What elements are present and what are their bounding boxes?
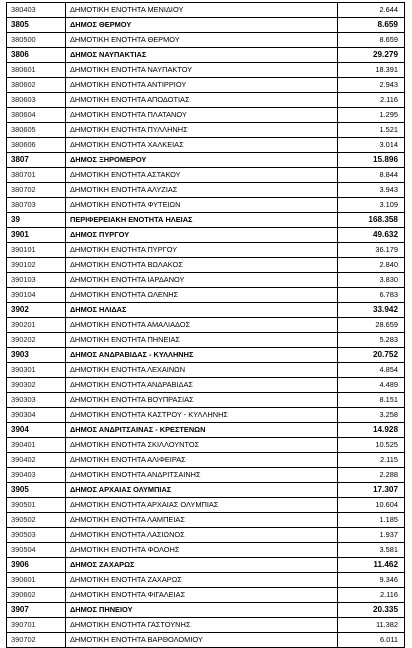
table-row [7, 168, 405, 183]
name-cell: ΔΗΜΟΤΙΚΗ ΕΝΟΤΗΤΑ ΠΥΛΛΗΝΗΣ [66, 123, 338, 138]
value-cell: 8.659 [338, 18, 405, 33]
value-cell: 6.011 [338, 633, 405, 648]
code-cell: 390103 [7, 273, 66, 288]
value-cell: 4.854 [338, 363, 405, 378]
value-cell: 3.830 [338, 273, 405, 288]
code-cell: 3906 [7, 558, 66, 573]
value-cell: 1.295 [338, 108, 405, 123]
table-row [7, 453, 405, 468]
table-row [7, 78, 405, 93]
code-cell: 390101 [7, 243, 66, 258]
name-cell: ΔΗΜΟΤΙΚΗ ΕΝΟΤΗΤΑ ΛΕΧΑΙΝΩΝ [66, 363, 338, 378]
name-cell: ΔΗΜΟΤΙΚΗ ΕΝΟΤΗΤΑ ΦΙΓΑΛΕΙΑΣ [66, 588, 338, 603]
name-cell: ΔΗΜΟΤΙΚΗ ΕΝΟΤΗΤΑ ΑΛΙΦΕΙΡΑΣ [66, 453, 338, 468]
value-cell: 29.279 [338, 48, 405, 63]
code-cell: 380605 [7, 123, 66, 138]
code-cell: 3901 [7, 228, 66, 243]
table-body [7, 3, 405, 648]
code-cell: 390201 [7, 318, 66, 333]
value-cell: 9.346 [338, 573, 405, 588]
name-cell: ΠΕΡΙΦΕΡΕΙΑΚΗ ΕΝΟΤΗΤΑ ΗΛΕΙΑΣ [66, 213, 338, 228]
value-cell: 3.109 [338, 198, 405, 213]
value-cell: 8.659 [338, 33, 405, 48]
value-cell: 17.307 [338, 483, 405, 498]
value-cell: 11.382 [338, 618, 405, 633]
table-row [7, 633, 405, 648]
code-cell: 380606 [7, 138, 66, 153]
table-row [7, 33, 405, 48]
table-row [7, 543, 405, 558]
name-cell: ΔΗΜΟΤΙΚΗ ΕΝΟΤΗΤΑ ΝΑΥΠΑΚΤΟΥ [66, 63, 338, 78]
value-cell: 49.632 [338, 228, 405, 243]
name-cell: ΔΗΜΟΤΙΚΗ ΕΝΟΤΗΤΑ ΙΑΡΔΑΝΟΥ [66, 273, 338, 288]
value-cell: 1.521 [338, 123, 405, 138]
code-cell: 390501 [7, 498, 66, 513]
population-table-page [6, 2, 404, 648]
value-cell: 2.288 [338, 468, 405, 483]
table-row [7, 318, 405, 333]
table-row-subtotal [7, 423, 405, 438]
name-cell: ΔΗΜΟΤΙΚΗ ΕΝΟΤΗΤΑ ΚΑΣΤΡΟΥ - ΚΥΛΛΗΝΗΣ [66, 408, 338, 423]
name-cell: ΔΗΜΟΤΙΚΗ ΕΝΟΤΗΤΑ ΑΛΥΖΙΑΣ [66, 183, 338, 198]
code-cell: 390401 [7, 438, 66, 453]
name-cell: ΔΗΜΟΤΙΚΗ ΕΝΟΤΗΤΑ ΑΝΔΡΙΤΣΑΙΝΗΣ [66, 468, 338, 483]
name-cell: ΔΗΜΟΤΙΚΗ ΕΝΟΤΗΤΑ ΑΣΤΑΚΟΥ [66, 168, 338, 183]
name-cell: ΔΗΜΟΤΙΚΗ ΕΝΟΤΗΤΑ ΩΛΕΝΗΣ [66, 288, 338, 303]
code-cell: 390502 [7, 513, 66, 528]
code-cell: 390602 [7, 588, 66, 603]
name-cell: ΔΗΜΟΣ ΗΛΙΔΑΣ [66, 303, 338, 318]
code-cell: 390504 [7, 543, 66, 558]
code-cell: 390701 [7, 618, 66, 633]
value-cell: 10.525 [338, 438, 405, 453]
name-cell: ΔΗΜΟΤΙΚΗ ΕΝΟΤΗΤΑ ΜΕΝΙΔΙΟΥ [66, 3, 338, 18]
population-table [6, 2, 405, 648]
table-row [7, 393, 405, 408]
table-row [7, 123, 405, 138]
name-cell: ΔΗΜΟΣ ΖΑΧΑΡΩΣ [66, 558, 338, 573]
table-row [7, 513, 405, 528]
table-row [7, 108, 405, 123]
code-cell: 380403 [7, 3, 66, 18]
table-row [7, 138, 405, 153]
code-cell: 380703 [7, 198, 66, 213]
value-cell: 5.283 [338, 333, 405, 348]
value-cell: 36.179 [338, 243, 405, 258]
value-cell: 18.391 [338, 63, 405, 78]
code-cell: 3806 [7, 48, 66, 63]
code-cell: 3903 [7, 348, 66, 363]
code-cell: 390402 [7, 453, 66, 468]
name-cell: ΔΗΜΟΣ ΑΝΔΡΑΒΙΔΑΣ - ΚΥΛΛΗΝΗΣ [66, 348, 338, 363]
value-cell: 14.928 [338, 423, 405, 438]
code-cell: 3904 [7, 423, 66, 438]
value-cell: 2.115 [338, 453, 405, 468]
table-row [7, 183, 405, 198]
value-cell: 3.258 [338, 408, 405, 423]
code-cell: 390104 [7, 288, 66, 303]
value-cell: 2.116 [338, 93, 405, 108]
code-cell: 380602 [7, 78, 66, 93]
value-cell: 3.014 [338, 138, 405, 153]
name-cell: ΔΗΜΟΣ ΑΡΧΑΙΑΣ ΟΛΥΜΠΙΑΣ [66, 483, 338, 498]
table-row-subtotal [7, 603, 405, 618]
table-row-subtotal [7, 18, 405, 33]
name-cell: ΔΗΜΟΤΙΚΗ ΕΝΟΤΗΤΑ ΒΑΡΘΟΛΟΜΙΟΥ [66, 633, 338, 648]
code-cell: 380604 [7, 108, 66, 123]
value-cell: 8.844 [338, 168, 405, 183]
value-cell: 33.942 [338, 303, 405, 318]
name-cell: ΔΗΜΟΤΙΚΗ ΕΝΟΤΗΤΑ ΑΠΟΔΟΤΙΑΣ [66, 93, 338, 108]
value-cell: 10.604 [338, 498, 405, 513]
table-row-subtotal [7, 348, 405, 363]
name-cell: ΔΗΜΟΤΙΚΗ ΕΝΟΤΗΤΑ ΠΛΑΤΑΝΟΥ [66, 108, 338, 123]
table-row [7, 408, 405, 423]
code-cell: 390601 [7, 573, 66, 588]
name-cell: ΔΗΜΟΣ ΠΗΝΕΙΟΥ [66, 603, 338, 618]
table-row [7, 468, 405, 483]
name-cell: ΔΗΜΟΤΙΚΗ ΕΝΟΤΗΤΑ ΦΥΤΕΙΩΝ [66, 198, 338, 213]
value-cell: 2.943 [338, 78, 405, 93]
value-cell: 3.581 [338, 543, 405, 558]
table-row-subtotal [7, 483, 405, 498]
value-cell: 20.335 [338, 603, 405, 618]
table-row [7, 288, 405, 303]
code-cell: 3905 [7, 483, 66, 498]
name-cell: ΔΗΜΟΤΙΚΗ ΕΝΟΤΗΤΑ ΑΝΔΡΑΒΙΔΑΣ [66, 378, 338, 393]
name-cell: ΔΗΜΟΣ ΑΝΔΡΙΤΣΑΙΝΑΣ - ΚΡΕΣΤΕΝΩΝ [66, 423, 338, 438]
table-row [7, 438, 405, 453]
value-cell: 1.185 [338, 513, 405, 528]
name-cell: ΔΗΜΟΤΙΚΗ ΕΝΟΤΗΤΑ ΣΚΙΛΛΟΥΝΤΟΣ [66, 438, 338, 453]
table-row [7, 378, 405, 393]
name-cell: ΔΗΜΟΤΙΚΗ ΕΝΟΤΗΤΑ ΛΑΜΠΕΙΑΣ [66, 513, 338, 528]
value-cell: 15.896 [338, 153, 405, 168]
code-cell: 3907 [7, 603, 66, 618]
code-cell: 390303 [7, 393, 66, 408]
name-cell: ΔΗΜΟΣ ΝΑΥΠΑΚΤΙΑΣ [66, 48, 338, 63]
table-row [7, 363, 405, 378]
name-cell: ΔΗΜΟΤΙΚΗ ΕΝΟΤΗΤΑ ΘΕΡΜΟΥ [66, 33, 338, 48]
table-row-subtotal [7, 213, 405, 228]
value-cell: 4.489 [338, 378, 405, 393]
code-cell: 380701 [7, 168, 66, 183]
code-cell: 390102 [7, 258, 66, 273]
table-row [7, 498, 405, 513]
value-cell: 8.151 [338, 393, 405, 408]
table-row [7, 618, 405, 633]
value-cell: 20.752 [338, 348, 405, 363]
value-cell: 2.644 [338, 3, 405, 18]
table-row-subtotal [7, 153, 405, 168]
name-cell: ΔΗΜΟΤΙΚΗ ΕΝΟΤΗΤΑ ΓΑΣΤΟΥΝΗΣ [66, 618, 338, 633]
value-cell: 11.462 [338, 558, 405, 573]
name-cell: ΔΗΜΟΤΙΚΗ ΕΝΟΤΗΤΑ ΒΩΛΑΚΟΣ [66, 258, 338, 273]
table-row-subtotal [7, 303, 405, 318]
code-cell: 390202 [7, 333, 66, 348]
table-row-subtotal [7, 228, 405, 243]
code-cell: 3902 [7, 303, 66, 318]
code-cell: 380702 [7, 183, 66, 198]
table-row [7, 528, 405, 543]
table-row [7, 93, 405, 108]
name-cell: ΔΗΜΟΤΙΚΗ ΕΝΟΤΗΤΑ ΑΡΧΑΙΑΣ ΟΛΥΜΠΙΑΣ [66, 498, 338, 513]
table-row [7, 273, 405, 288]
code-cell: 380601 [7, 63, 66, 78]
code-cell: 390503 [7, 528, 66, 543]
value-cell: 2.840 [338, 258, 405, 273]
name-cell: ΔΗΜΟΤΙΚΗ ΕΝΟΤΗΤΑ ΧΑΛΚΕΙΑΣ [66, 138, 338, 153]
name-cell: ΔΗΜΟΣ ΘΕΡΜΟΥ [66, 18, 338, 33]
code-cell: 390301 [7, 363, 66, 378]
table-row-subtotal [7, 48, 405, 63]
code-cell: 380603 [7, 93, 66, 108]
name-cell: ΔΗΜΟΤΙΚΗ ΕΝΟΤΗΤΑ ΦΟΛΟΗΣ [66, 543, 338, 558]
value-cell: 6.783 [338, 288, 405, 303]
value-cell: 168.358 [338, 213, 405, 228]
table-row [7, 63, 405, 78]
name-cell: ΔΗΜΟΤΙΚΗ ΕΝΟΤΗΤΑ ΛΑΣΙΩΝΟΣ [66, 528, 338, 543]
code-cell: 390403 [7, 468, 66, 483]
name-cell: ΔΗΜΟΣ ΞΗΡΟΜΕΡΟΥ [66, 153, 338, 168]
table-row [7, 243, 405, 258]
name-cell: ΔΗΜΟΣ ΠΥΡΓΟΥ [66, 228, 338, 243]
name-cell: ΔΗΜΟΤΙΚΗ ΕΝΟΤΗΤΑ ΖΑΧΑΡΩΣ [66, 573, 338, 588]
table-row [7, 333, 405, 348]
name-cell: ΔΗΜΟΤΙΚΗ ΕΝΟΤΗΤΑ ΠΗΝΕΙΑΣ [66, 333, 338, 348]
name-cell: ΔΗΜΟΤΙΚΗ ΕΝΟΤΗΤΑ ΠΥΡΓΟΥ [66, 243, 338, 258]
code-cell: 3807 [7, 153, 66, 168]
table-row [7, 588, 405, 603]
value-cell: 2.116 [338, 588, 405, 603]
table-row [7, 258, 405, 273]
value-cell: 1.937 [338, 528, 405, 543]
name-cell: ΔΗΜΟΤΙΚΗ ΕΝΟΤΗΤΑ ΒΟΥΠΡΑΣΙΑΣ [66, 393, 338, 408]
table-row [7, 573, 405, 588]
table-row-subtotal [7, 558, 405, 573]
table-row [7, 3, 405, 18]
name-cell: ΔΗΜΟΤΙΚΗ ΕΝΟΤΗΤΑ ΑΝΤΙΡΡΙΟΥ [66, 78, 338, 93]
code-cell: 390702 [7, 633, 66, 648]
table-row [7, 198, 405, 213]
value-cell: 3.943 [338, 183, 405, 198]
code-cell: 3805 [7, 18, 66, 33]
code-cell: 380500 [7, 33, 66, 48]
code-cell: 39 [7, 213, 66, 228]
code-cell: 390302 [7, 378, 66, 393]
name-cell: ΔΗΜΟΤΙΚΗ ΕΝΟΤΗΤΑ ΑΜΑΛΙΑΔΟΣ [66, 318, 338, 333]
code-cell: 390304 [7, 408, 66, 423]
value-cell: 28.659 [338, 318, 405, 333]
